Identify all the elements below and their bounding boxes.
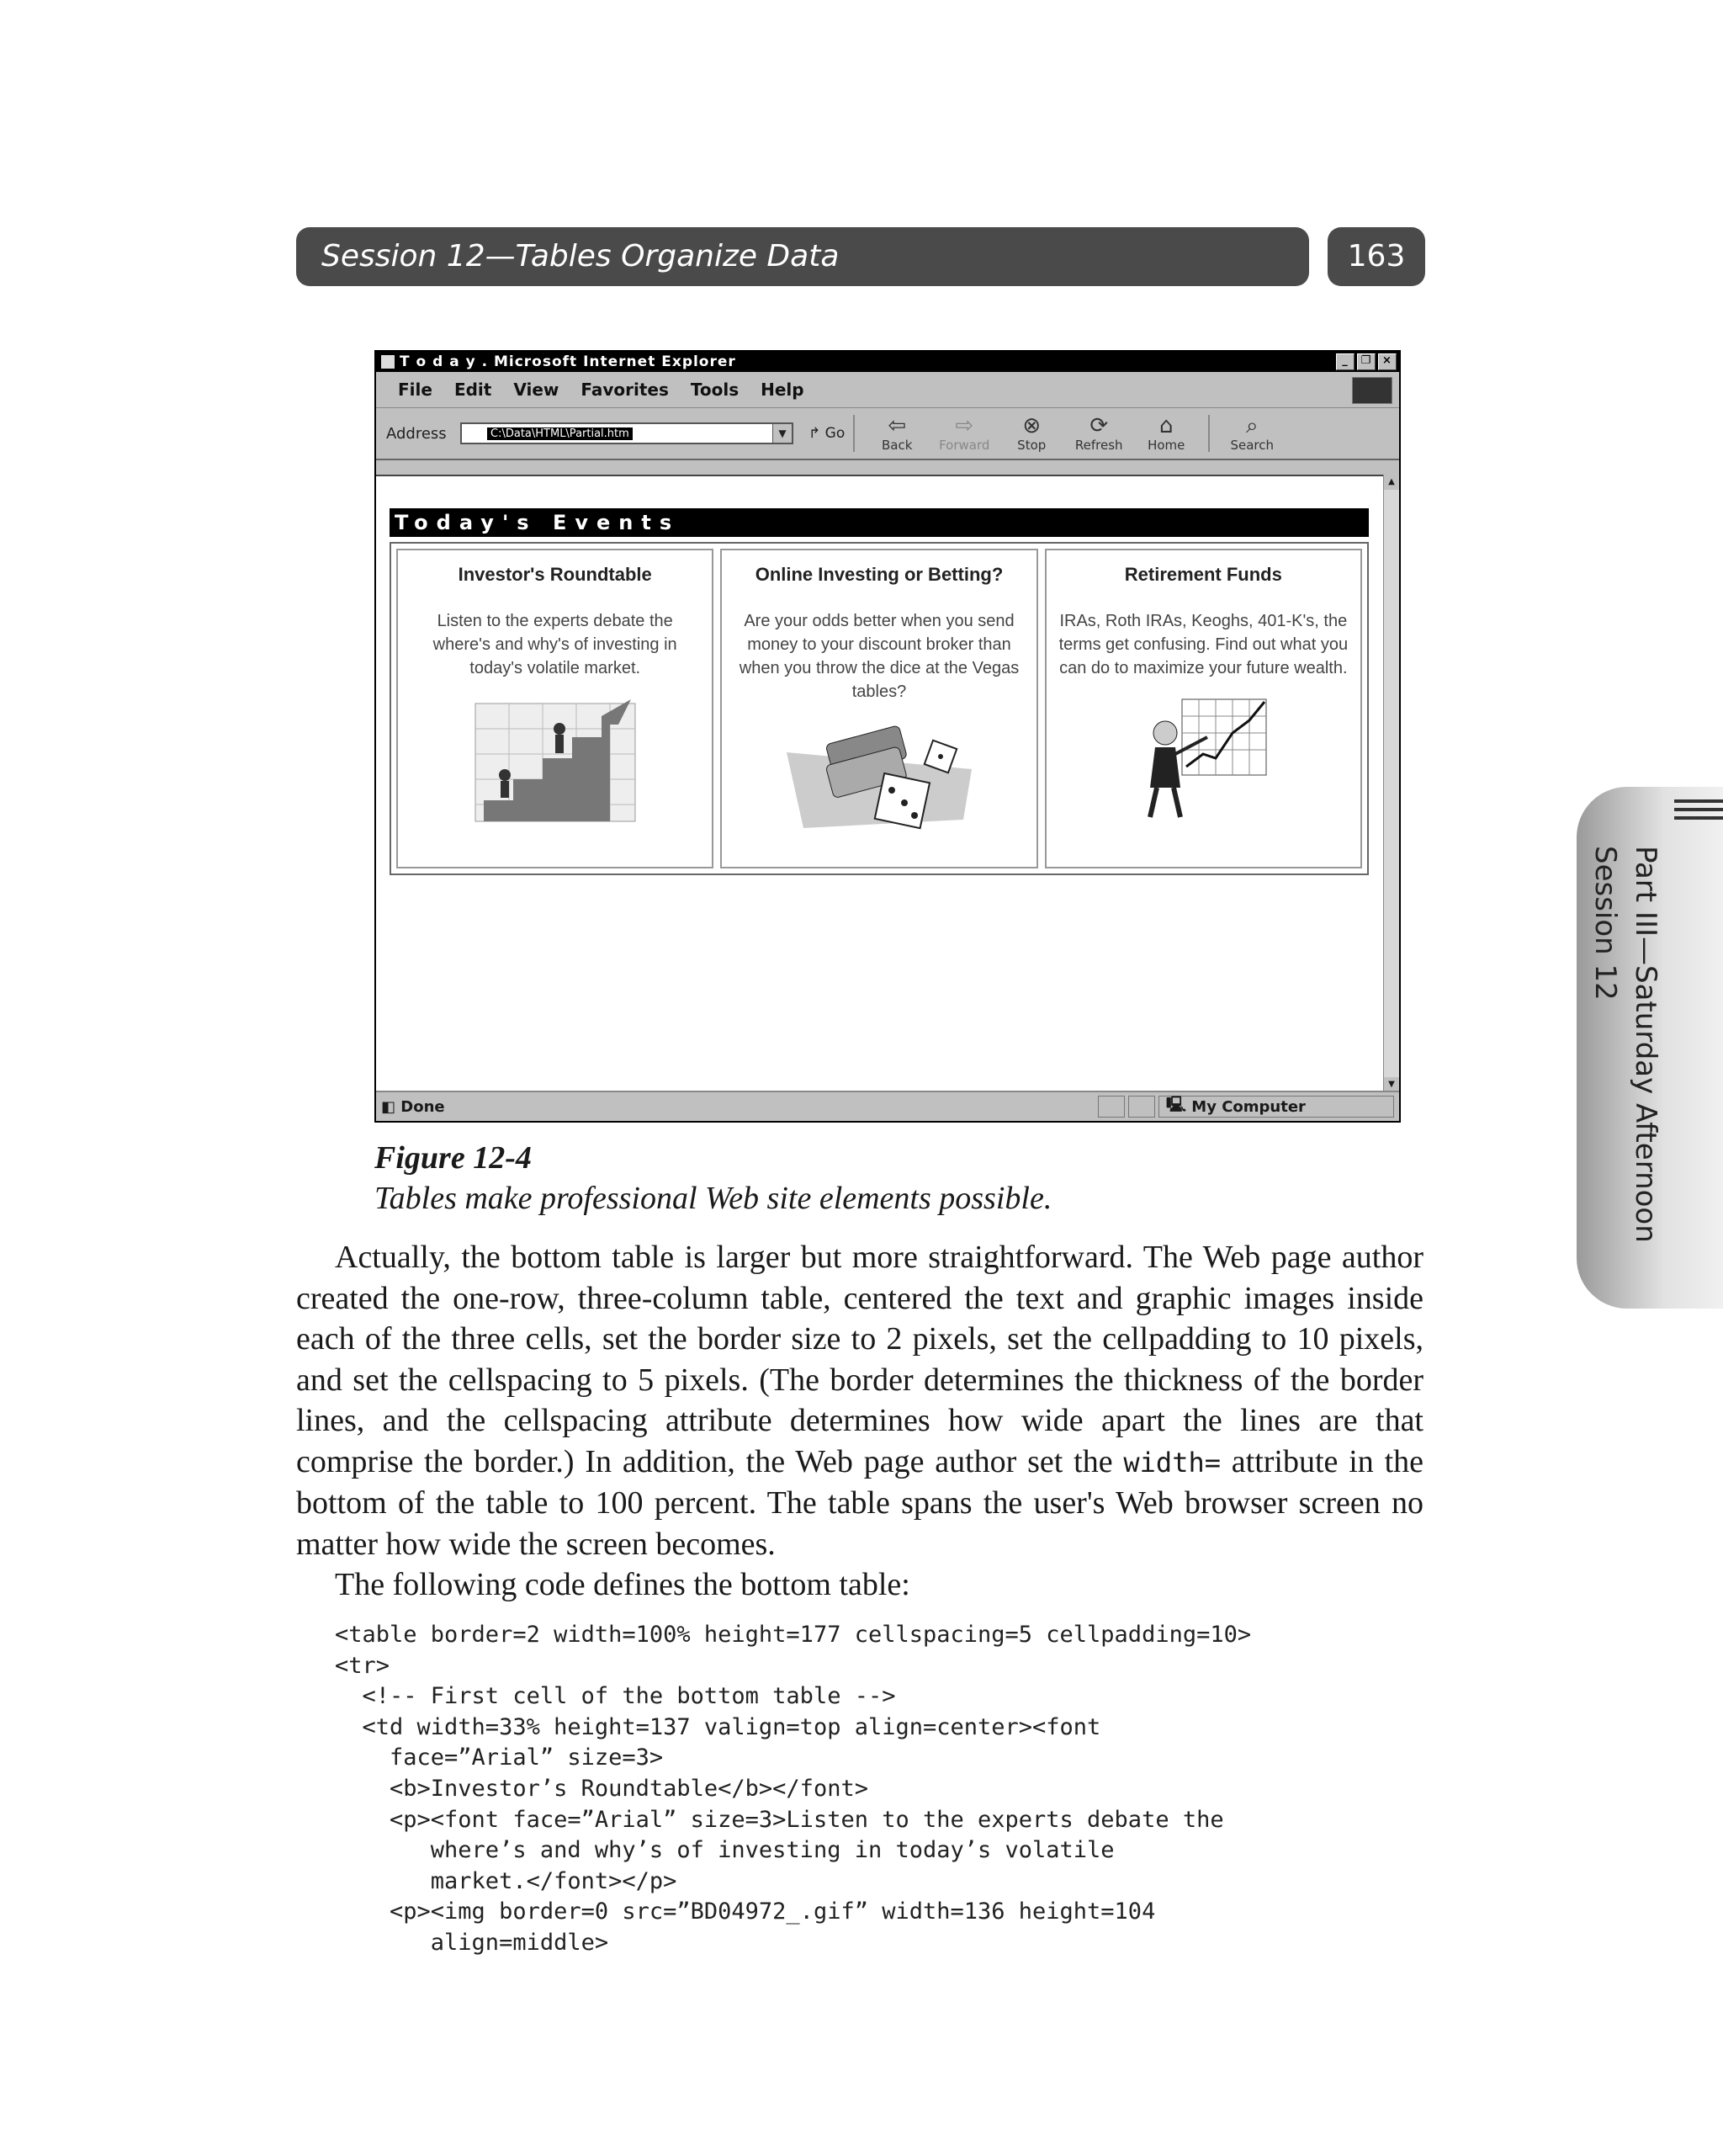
paragraph-1: [296, 1237, 1423, 1564]
ie-throbber-logo-icon: [1352, 377, 1392, 404]
stop-button[interactable]: [998, 414, 1065, 453]
body-text: [296, 1237, 1423, 1606]
event-cell-roundtable: [396, 549, 713, 868]
refresh-button[interactable]: [1065, 414, 1132, 453]
browser-viewport: [376, 475, 1384, 1094]
menu-favorites[interactable]: Favorites: [581, 380, 669, 400]
stop-label: Stop: [1017, 438, 1047, 453]
event-text: IRAs, Roth IRAs, Keoghs, 401-K's, the terms get confusing. Find out what you can do to maximize your future wealth.: [1058, 612, 1349, 677]
p1-before: Actually, the bottom table is larger but more straightforward. The Web page author created the one-row, three-column table, centered the text and graphic images inside each of the three cells, set the border size to 2 pixels, set the cellpadding to 10 pixels, and set the cellspacing to 5 pixels. (The border determines the thickness of the border lines, and the cellspacing attribute determines how wide apart the lines are that comprise the border.) In addition, the Web page author set the: [296, 1240, 1423, 1479]
menu-tools[interactable]: Tools: [690, 380, 740, 400]
forward-icon: ⇨: [955, 413, 974, 438]
figure-number: Figure 12-4: [374, 1140, 532, 1176]
event-title: Investor's Roundtable: [458, 564, 652, 585]
menu-view[interactable]: View: [513, 380, 559, 400]
scroll-up-icon[interactable]: ▲: [1384, 475, 1399, 490]
home-button[interactable]: [1132, 414, 1200, 453]
address-dropdown-icon[interactable]: ▼: [772, 424, 792, 443]
go-button[interactable]: ↱ Go: [808, 425, 846, 442]
stairs-climbing-clipart-icon: [467, 695, 644, 830]
home-icon: ⌂: [1158, 413, 1174, 438]
stop-icon: ⊗: [1022, 413, 1042, 438]
status-zone-label: My Computer: [1191, 1097, 1306, 1116]
address-label: Address: [386, 424, 447, 443]
events-table: [390, 542, 1369, 875]
page-number: 163: [1328, 227, 1425, 286]
back-icon: ⇦: [888, 413, 907, 438]
dice-and-money-clipart-icon: [778, 719, 980, 836]
toolbar-separator: [1208, 415, 1210, 452]
browser-title: T o d a y . Microsoft Internet Explorer: [400, 353, 736, 370]
side-tab-line1: Part III—Saturday Afternoon: [1629, 846, 1662, 1243]
browser-menu-bar: [376, 372, 1399, 408]
address-input[interactable]: [460, 422, 793, 444]
refresh-icon: ⟳: [1089, 413, 1109, 438]
browser-title-bar: [376, 352, 1399, 372]
event-cell-retirement: [1045, 549, 1362, 868]
toolbar-separator: [853, 415, 855, 452]
search-button[interactable]: [1218, 414, 1286, 453]
status-done-label: Done: [400, 1097, 445, 1116]
vertical-scrollbar[interactable]: [1383, 475, 1399, 1092]
scroll-down-icon[interactable]: ▼: [1384, 1077, 1399, 1092]
search-icon: ⌕: [1245, 413, 1259, 438]
event-title: Retirement Funds: [1124, 564, 1282, 585]
browser-window-figure: [374, 350, 1401, 1123]
side-tab-bars: [1674, 799, 1723, 825]
status-zone: 🖳 My Computer: [1158, 1096, 1394, 1118]
address-value: C:\Data\HTML\Partial.htm: [487, 427, 633, 440]
minimize-icon[interactable]: _: [1336, 353, 1355, 370]
status-cell: [1098, 1096, 1125, 1118]
refresh-label: Refresh: [1074, 438, 1123, 453]
event-text: Listen to the experts debate the where's and why's of investing in today's volatile market.: [432, 612, 677, 677]
paragraph-2: The following code defines the bottom table:: [335, 1567, 910, 1602]
status-done: ◧ Done: [381, 1097, 445, 1116]
event-text: Are your odds better when you send money to your discount broker than when you throw the dice at the Vegas tables?: [739, 612, 1020, 701]
back-label: Back: [882, 438, 913, 453]
forward-button[interactable]: [930, 414, 998, 453]
maximize-icon[interactable]: ❐: [1357, 353, 1376, 370]
figure-caption: Tables make professional Web site elements possible.: [374, 1181, 1052, 1216]
browser-status-bar: [376, 1091, 1399, 1121]
growth-chart-presenter-clipart-icon: [1132, 695, 1275, 821]
menu-help[interactable]: Help: [761, 380, 804, 400]
event-cell-betting: [720, 549, 1037, 868]
code-listing: <table border=2 width=100% height=177 cellspacing=5 cellpadding=10> <tr> <!-- First cell of the bottom table --> <td width=33% height=137 valign=top align=center><font face=”Arial” size=3> <b>Investor’s Roundtable</b></font> <p><font face=”Arial” size=3>Listen to the experts debate the where’s and why’s of investing in today’s volatile market.</font></p> <p><img border=0 src=”BD04972_.gif” width=136 height=104 align=middle>: [335, 1622, 1252, 1956]
side-tab-text: [1573, 846, 1666, 1283]
go-label: Go: [824, 425, 846, 442]
close-icon[interactable]: ×: [1378, 353, 1397, 370]
p1-code: width=: [1123, 1446, 1221, 1479]
home-label: Home: [1148, 438, 1185, 453]
back-button[interactable]: [863, 414, 930, 453]
ie-window-icon: [381, 355, 395, 369]
search-label: Search: [1230, 438, 1274, 453]
p1-after: attribute in the bottom of the table to 100 percent. The table spans the user's Web browser screen no matter how wide the screen becomes.: [296, 1443, 1424, 1562]
event-title: Online Investing or Betting?: [755, 564, 1004, 585]
events-heading: Today's Events: [390, 508, 1369, 537]
menu-file[interactable]: File: [398, 380, 432, 400]
running-header: Session 12—Tables Organize Data: [296, 227, 1309, 286]
status-cell: [1128, 1096, 1155, 1118]
side-tab-line2: Session 12: [1588, 846, 1622, 1001]
menu-edit[interactable]: Edit: [453, 380, 492, 400]
browser-toolbar: [376, 408, 1399, 460]
forward-label: Forward: [939, 438, 990, 453]
